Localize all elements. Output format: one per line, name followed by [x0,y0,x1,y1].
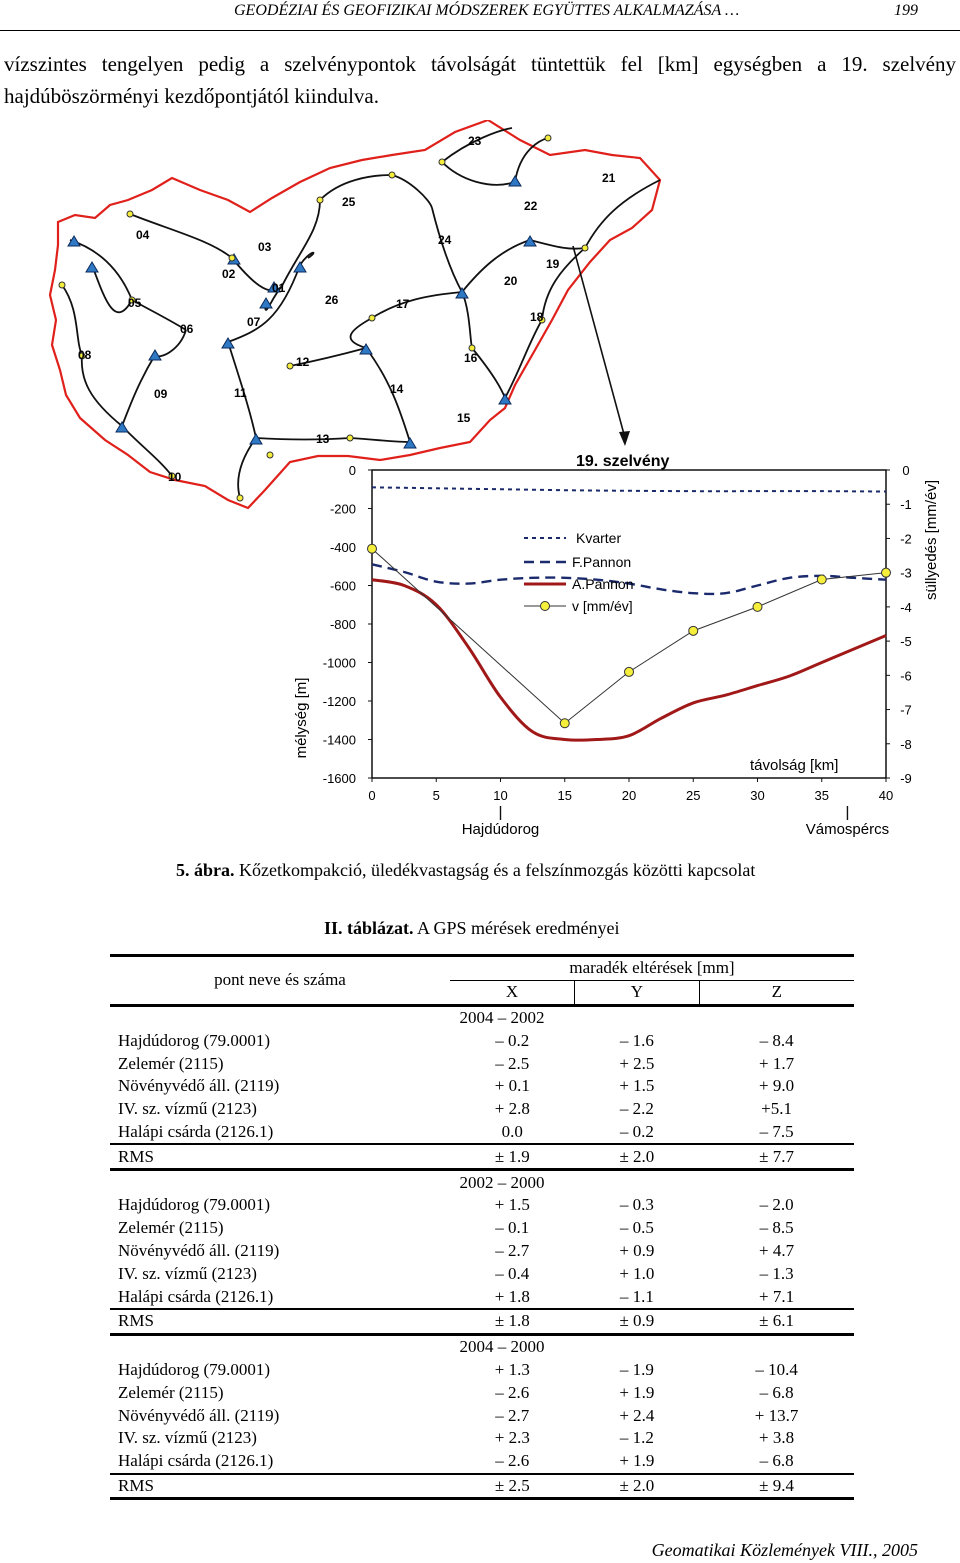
y-left-tick-label: -1200 [322,694,356,709]
col-point-header: pont neve és száma [110,956,450,1006]
cell-y: + 1.5 [619,1076,655,1096]
cell-x: – 0.4 [495,1263,530,1283]
cell-name: Növényvédő áll. (2119) [118,1405,280,1425]
table-row [110,1052,854,1075]
node-label: 26 [325,293,339,307]
cell-x: + 1.3 [494,1359,530,1379]
v-point [817,575,826,584]
figure-caption [176,860,755,881]
rms-row [110,1144,854,1169]
y-right-tick-label: -8 [900,736,912,752]
table-row [110,1121,854,1145]
cell-y: + 1.0 [619,1263,655,1283]
x-tick-label: 15 [557,788,572,803]
cell-z: + 9.0 [759,1076,795,1096]
cell-y: – 2.2 [619,1099,654,1119]
cell-z: – 2.0 [759,1195,794,1215]
y-left-tick-label: -1600 [322,771,356,786]
legend-v: v [mm/év] [572,598,633,614]
node-label: 15 [457,411,471,425]
cell-name: IV. sz. vízmű (2123) [118,1099,257,1119]
y-left-tick-label: -1400 [322,732,356,748]
node-label: 01 [272,281,286,295]
node-label: 23 [468,134,482,148]
y-right-tick-label: -6 [900,668,912,684]
node-label: 21 [602,171,616,185]
x-ticks [368,778,893,803]
node-label: 07 [247,315,261,329]
cell-name: RMS [110,1309,450,1334]
y-left-tick-label: -400 [329,540,356,555]
y-right-tick-label: -7 [900,702,912,718]
cell-y: ± 0.9 [575,1309,700,1334]
cell-name: IV. sz. vízmű (2123) [118,1263,257,1283]
v-point [753,602,762,611]
v-point [560,719,569,728]
cell-x: – 2.7 [495,1405,530,1425]
table-row [110,1450,854,1474]
cell-y: – 0.2 [619,1121,654,1141]
place-label: Hajdúdorog [461,821,540,838]
y-left-ticks [323,463,372,786]
cell-y: – 0.3 [619,1195,654,1215]
cell-z: + 3.8 [759,1428,795,1448]
cell-name: Zelemér (2115) [118,1218,224,1238]
cell-z: – 7.5 [759,1121,794,1141]
network-lines [62,128,660,498]
intro-paragraph: vízszintes tengelyen pedig a szelvénypontok távolságát tüntettük fel [km] egységben a 19. szelvény hajdúböszörményi kezdőpontjától kiindulva. [4,52,956,108]
cell-y: + 0.9 [619,1240,655,1260]
cell-y: ± 2.0 [575,1474,700,1499]
node-label: 11 [234,386,247,400]
table-row [110,1262,854,1285]
cell-x: – 0.1 [495,1218,530,1238]
node-label: 17 [396,297,410,311]
cell-name: Zelemér (2115) [118,1382,224,1402]
cell-z: – 1.3 [759,1263,794,1283]
cell-name: Halápi csárda (2126.1) [118,1121,274,1141]
cell-z: – 6.8 [759,1382,794,1402]
cell-z: ± 6.1 [699,1309,854,1334]
cell-name: Növényvédő áll. (2119) [118,1240,280,1260]
country-border [50,120,660,508]
cell-name: Halápi csárda (2126.1) [118,1286,274,1306]
y-left-tick-label: -600 [329,578,356,594]
cell-y: ± 2.0 [575,1144,700,1169]
figure-5 [0,120,960,850]
plot-frame [372,470,886,778]
period-label: 2004 – 2002 [459,1007,545,1027]
cell-y: – 1.2 [619,1428,654,1448]
table-row [110,1029,854,1052]
cell-y: + 1.9 [619,1451,655,1471]
table-row [110,1240,854,1263]
cell-x: – 2.6 [495,1382,530,1402]
y-left-tick-label: -200 [329,501,356,517]
cell-name: Halápi csárda (2126.1) [118,1451,274,1471]
table-title-text: A GPS mérések eredményei [413,918,620,938]
y-left-tick-label: -1000 [322,655,356,671]
y-right-tick-label: -1 [900,497,912,513]
cell-x: + 2.8 [494,1099,530,1119]
node-label: 14 [390,382,404,396]
caption-label: 5. ábra. [176,860,235,880]
rms-row [110,1309,854,1334]
col-x-header: X [450,980,575,1005]
period-row [110,1334,854,1358]
legend-kvarter: Kvarter [576,530,622,546]
place-labels [462,806,889,838]
y-right-tick-label: -2 [900,531,912,547]
cell-x: – 2.5 [495,1053,530,1073]
y-right-tick-label: -9 [900,771,912,786]
cell-name: IV. sz. vízmű (2123) [118,1428,257,1448]
table-row [110,1404,854,1427]
v-point [368,544,377,553]
table-row [110,1359,854,1382]
node-label: 19 [546,257,560,271]
x-tick-label: 35 [814,788,829,803]
cell-y: – 1.9 [619,1359,654,1379]
v-point [882,568,891,577]
cell-z: +5.1 [761,1099,793,1119]
y-axis-right-label: süllyedés [mm/év] [923,479,940,601]
legend-a-pannon: A.Pannon [572,576,634,592]
cell-x: – 2.7 [495,1240,530,1260]
node-label: 06 [180,322,194,336]
node-label: 10 [168,470,182,484]
node-label: 13 [316,432,330,446]
cell-name: Hajdúdorog (79.0001) [118,1030,271,1050]
network-points [59,135,588,501]
node-label: 08 [78,348,92,362]
node-label: 09 [154,387,168,401]
node-label: 16 [464,351,478,365]
place-label: Vámospércs [805,821,890,838]
caption-text: Kőzetkompakció, üledékvastagság és a felszínmozgás közötti kapcsolat [234,860,756,880]
cell-name: RMS [110,1144,450,1169]
cell-y: – 0.5 [619,1218,654,1238]
col-group-header: maradék eltérések [mm] [450,956,854,981]
table-row [110,1217,854,1240]
x-tick-label: 30 [750,788,765,803]
node-label: 03 [258,240,272,254]
gps-results-table [110,954,854,1500]
cell-x: ± 1.9 [450,1144,575,1169]
period-label: 2004 – 2000 [459,1337,545,1357]
y-axis-left-label: mélység [m] [293,677,310,759]
cell-x: + 2.3 [494,1428,530,1448]
cell-z: + 4.7 [759,1240,795,1260]
period-label: 2002 – 2000 [459,1172,545,1192]
node-label: 25 [342,195,356,209]
x-tick-label: 0 [368,788,376,803]
cell-z: – 10.4 [755,1359,798,1379]
table-row [110,1075,854,1098]
cell-x: ± 2.5 [450,1474,575,1499]
cell-y: + 2.5 [619,1053,655,1073]
running-header [0,0,960,31]
cell-x: + 1.8 [494,1286,530,1306]
cell-z: – 8.4 [759,1030,794,1050]
col-z-header: Z [771,982,783,1002]
y-right-tick-label: -4 [900,599,912,615]
cell-name: Zelemér (2115) [118,1053,224,1073]
y-right-tick-label: 0 [902,463,910,478]
col-y-header: Y [575,980,700,1005]
cell-z: ± 9.4 [699,1474,854,1499]
x-tick-label: 40 [878,788,894,803]
cell-name: Növényvédő áll. (2119) [118,1076,280,1096]
node-label: 24 [438,233,452,247]
cell-z: – 8.5 [759,1218,794,1238]
x-tick-label: 25 [686,788,701,803]
chart-title: 19. szelvény [576,453,670,470]
period-row [110,1005,854,1029]
cell-x: + 0.1 [494,1076,530,1096]
cell-y: – 1.1 [619,1286,654,1306]
cell-name: Hajdúdorog (79.0001) [118,1195,271,1215]
table-row [110,1381,854,1404]
node-label: 12 [296,355,310,369]
period-row [110,1170,854,1194]
table-title [324,918,619,939]
y-right-ticks [886,463,912,786]
y-right-tick-label: -5 [900,634,912,650]
table-title-label: II. táblázat. [324,918,414,938]
y-right-tick-label: -3 [900,565,912,581]
node-label: 04 [136,228,150,242]
node-label: 22 [524,199,538,213]
cell-x: – 0.2 [495,1030,530,1050]
v-point [689,626,698,635]
cell-y: – 1.6 [619,1030,654,1050]
cell-x: – 2.6 [495,1451,530,1471]
cell-z: – 6.8 [759,1451,794,1471]
profile-pointer [573,246,625,438]
x-tick-label: 20 [621,788,637,803]
legend-f-pannon: F.Pannon [572,554,632,570]
cell-name: RMS [110,1474,450,1499]
table-row [110,1098,854,1121]
node-label: 18 [530,310,544,324]
table-header-row [110,956,854,981]
running-title: GEODÉZIAI ÉS GEOFIZIKAI MÓDSZEREK EGYÜTTES ALKALMAZÁSA … [234,2,740,19]
page-footer: Geomatikai Közlemények VIII., 2005 [651,1540,918,1560]
cell-x: ± 1.8 [450,1309,575,1334]
rms-row [110,1474,854,1499]
cell-z: ± 7.7 [699,1144,854,1169]
x-tick-label: 5 [432,788,440,803]
cell-z: + 7.1 [759,1286,795,1306]
v-point [625,667,634,676]
table-row [110,1194,854,1217]
y-left-tick-label: 0 [348,463,356,478]
cell-x: 0.0 [501,1121,523,1141]
cell-z: + 1.7 [759,1053,795,1073]
profile-pointer-head [619,431,630,446]
table-row [110,1285,854,1309]
cell-y: + 2.4 [619,1405,655,1425]
table-row [110,1427,854,1450]
cell-y: + 1.9 [619,1382,655,1402]
node-label: 20 [504,274,518,288]
cell-name: Hajdúdorog (79.0001) [118,1359,271,1379]
x-axis-label: távolság [km] [750,757,839,774]
node-label: 02 [222,267,236,281]
cell-x: + 1.5 [494,1195,530,1215]
x-tick-label: 10 [493,788,508,803]
page-number: 199 [894,2,918,19]
y-left-tick-label: -800 [329,617,356,632]
node-label: 05 [128,296,142,310]
cell-z: + 13.7 [754,1405,799,1425]
